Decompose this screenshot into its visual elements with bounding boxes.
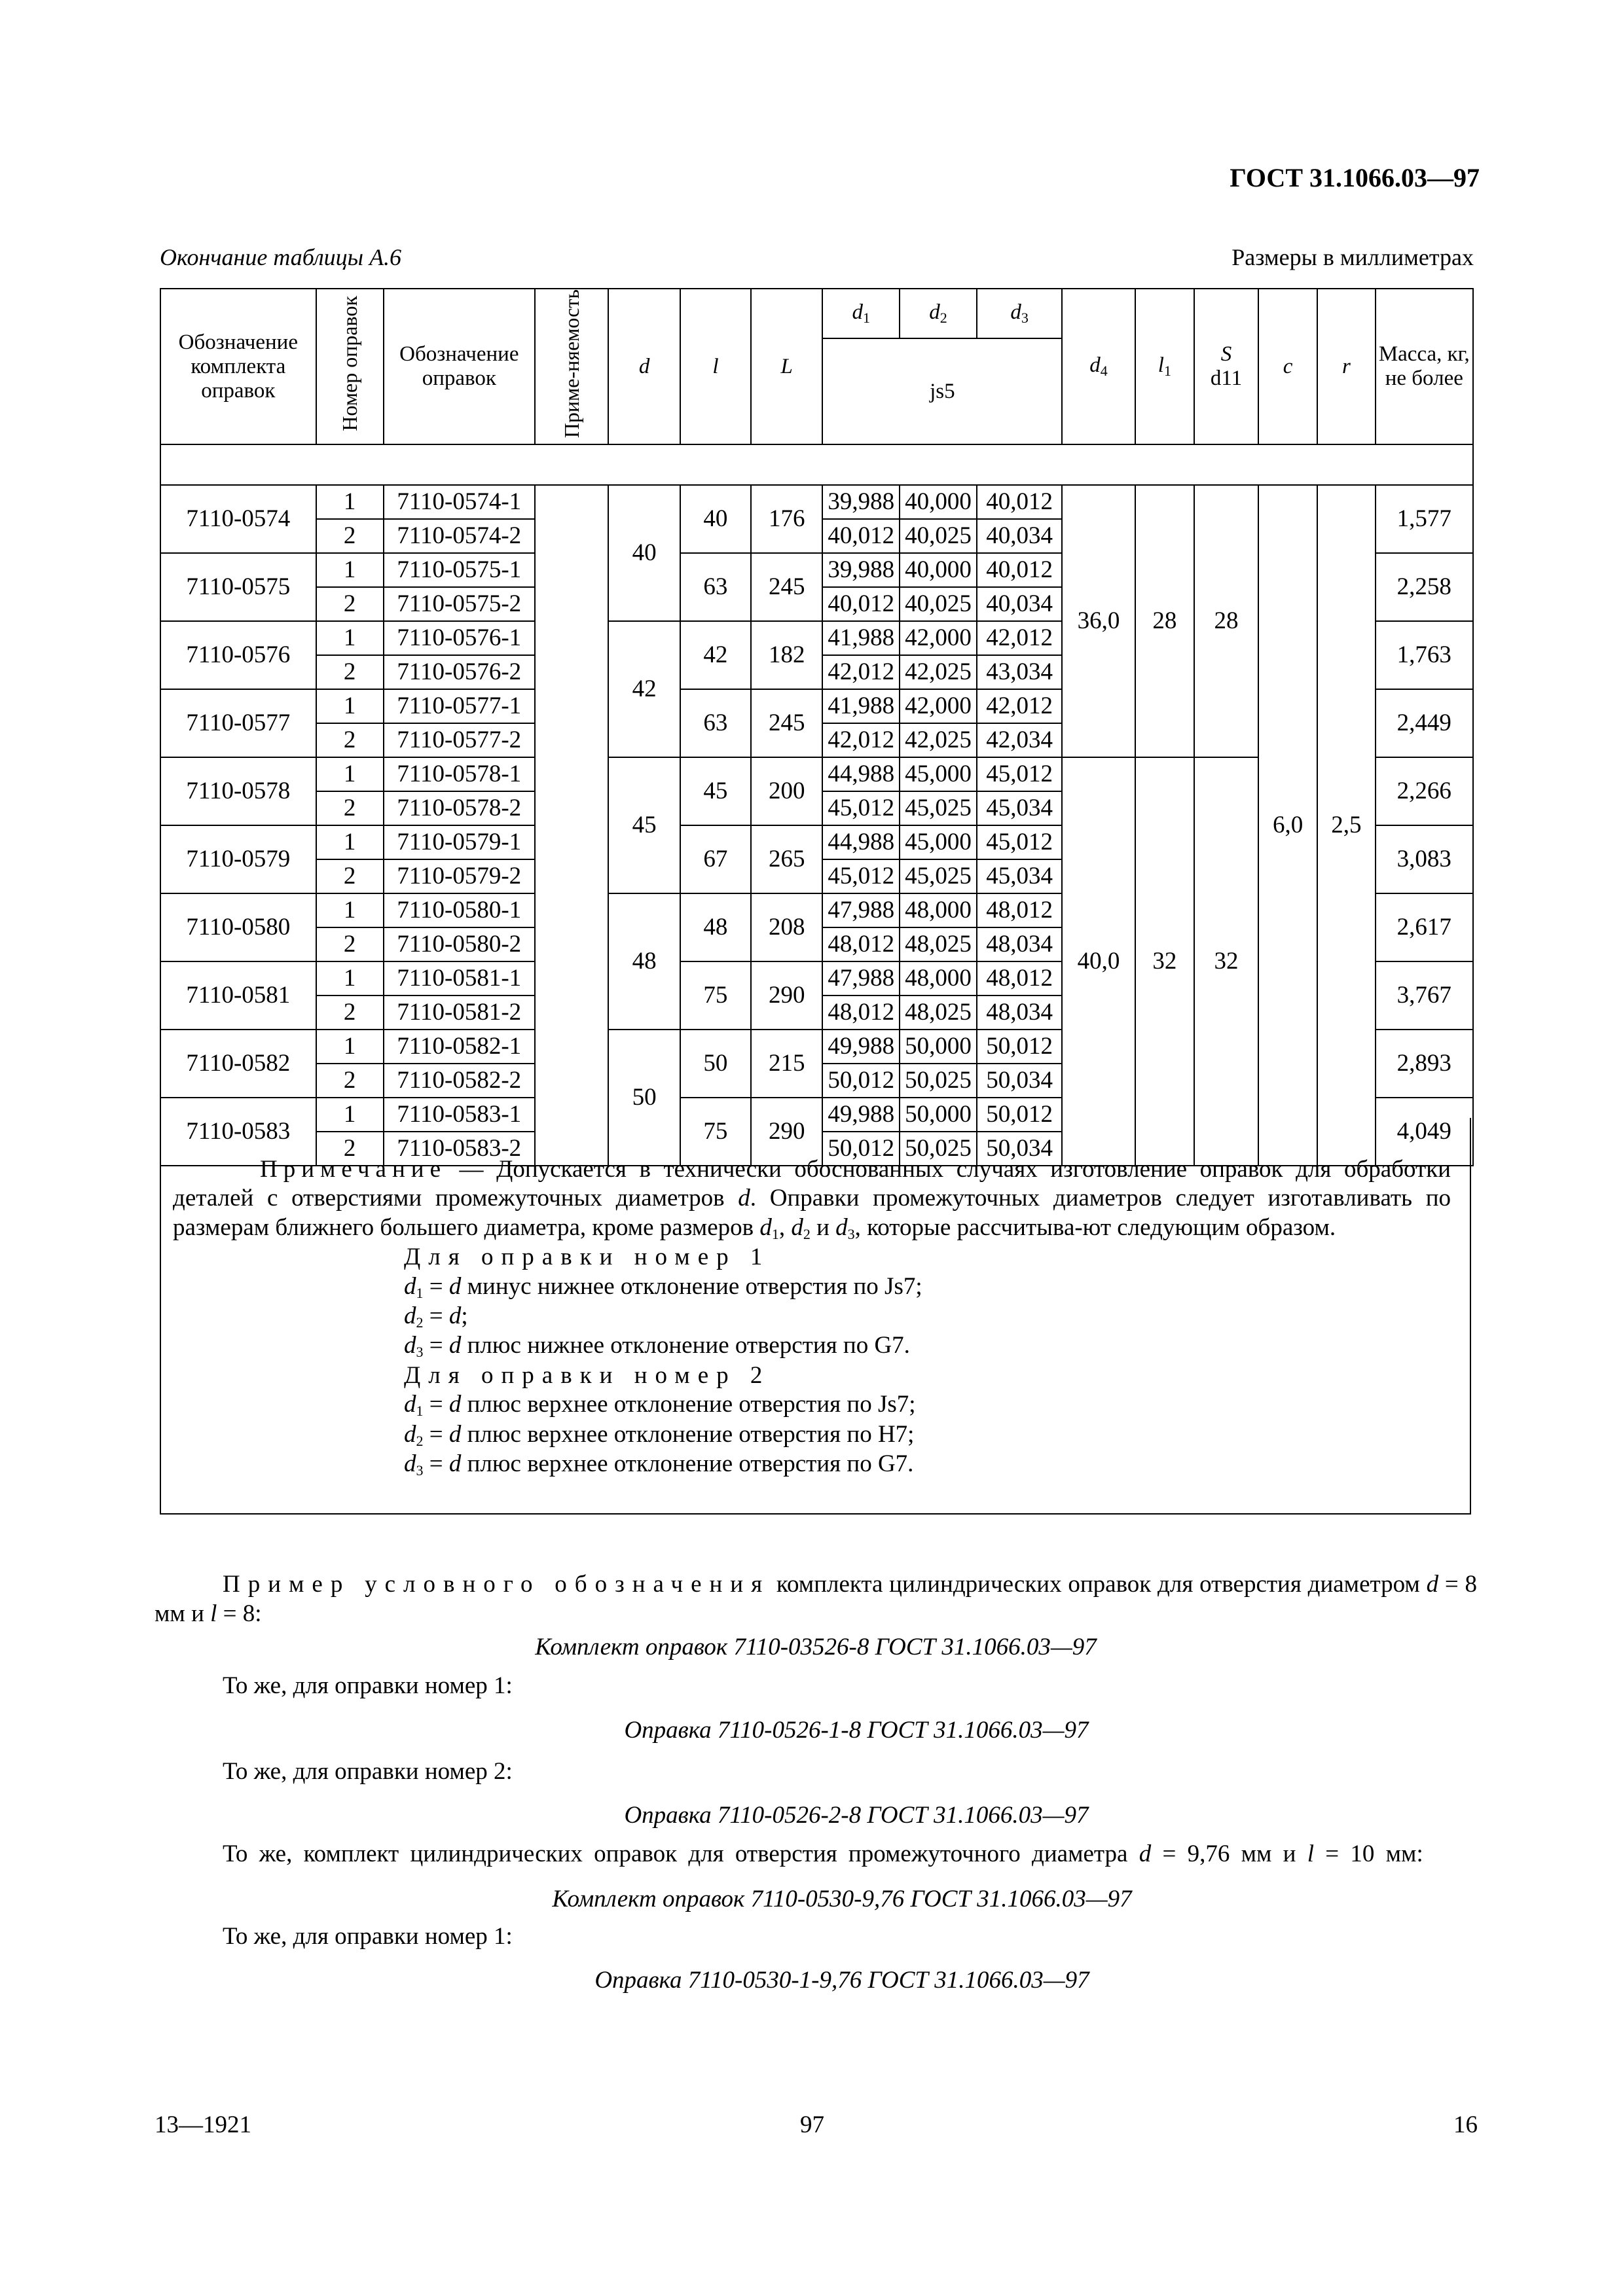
header-js5: js5 xyxy=(822,338,1062,444)
d3-value: 50,034 xyxy=(977,1064,1062,1098)
d-value: 45 xyxy=(608,757,680,893)
note-d1-sub: 1 xyxy=(771,1225,779,1242)
footer-right: 16 xyxy=(1453,2111,1478,2138)
d3-value: 45,012 xyxy=(977,757,1062,791)
mandrel-designation: 7110-0576-1 xyxy=(384,621,535,655)
example-formula-5: Оправка 7110-0530-1-9,76 ГОСТ 31.1066.03—97 xyxy=(594,1967,1089,1994)
page-number: 97 xyxy=(800,2111,824,2138)
d2-value: 48,000 xyxy=(900,893,977,927)
table-row xyxy=(160,485,1473,519)
mandrel-number: 1 xyxy=(316,1098,384,1132)
set-designation: 7110-0579 xyxy=(160,825,316,893)
d3-value: 45,012 xyxy=(977,825,1062,859)
mandrel-designation: 7110-0574-2 xyxy=(384,519,535,553)
d2-value: 50,000 xyxy=(900,1030,977,1064)
d3-value: 42,012 xyxy=(977,689,1062,723)
d3-value: 50,034 xyxy=(977,1132,1062,1166)
mandrel-designation: 7110-0580-2 xyxy=(384,927,535,961)
d3-value: 45,034 xyxy=(977,859,1062,893)
header-mandrel-number: Номер оправок xyxy=(316,289,384,444)
formula-line: $d_3 = d$ плюс верхнее отклонение отверстия по G7. xyxy=(404,1450,914,1479)
d1-value: 47,988 xyxy=(822,961,900,996)
table-caption: Окончание таблицы А.6 xyxy=(160,244,402,270)
mandrel-designation: 7110-0581-1 xyxy=(384,961,535,996)
mandrel-number: 2 xyxy=(316,519,384,553)
l-value: 50 xyxy=(680,1030,751,1098)
header-applicability: Приме-няемость xyxy=(535,289,608,444)
l-value: 48 xyxy=(680,893,751,961)
d2-value: 50,025 xyxy=(900,1064,977,1098)
mandrel-designation: 7110-0583-2 xyxy=(384,1132,535,1166)
example-d-val: = 8 мм и xyxy=(155,1571,1477,1628)
S-value: 28 xyxy=(1194,485,1258,757)
d2-value: 40,025 xyxy=(900,519,977,553)
mandrel-number: 2 xyxy=(316,791,384,825)
header-d2: $d_2$ xyxy=(900,289,977,338)
L-value: 176 xyxy=(751,485,822,553)
mass-value: 2,449 xyxy=(1376,689,1473,757)
note-comma: , xyxy=(778,1213,792,1241)
d2-value: 48,025 xyxy=(900,927,977,961)
mandrel-number: 2 xyxy=(316,859,384,893)
note-d3: d xyxy=(835,1213,848,1241)
mandrel-designation: 7110-0577-2 xyxy=(384,723,535,757)
mandrel-designation: 7110-0578-1 xyxy=(384,757,535,791)
footer-left: 13—1921 xyxy=(155,2111,251,2138)
d1-value: 41,988 xyxy=(822,621,900,655)
d2-value: 50,025 xyxy=(900,1132,977,1166)
L-value: 290 xyxy=(751,961,822,1030)
mandrel-designation: 7110-0577-1 xyxy=(384,689,535,723)
mandrel-designation: 7110-0574-1 xyxy=(384,485,535,519)
example-formula-4: Комплект оправок 7110-0530-9,76 ГОСТ 31.1066.03—97 xyxy=(552,1886,1132,1912)
mass-value: 3,083 xyxy=(1376,825,1473,893)
set-designation: 7110-0577 xyxy=(160,689,316,757)
d3-value: 48,034 xyxy=(977,996,1062,1030)
formula-line: $d_2 = d$; xyxy=(404,1302,468,1331)
mass-value: 1,763 xyxy=(1376,621,1473,689)
L-value: 200 xyxy=(751,757,822,825)
l1-value: 28 xyxy=(1135,485,1194,757)
set-designation: 7110-0576 xyxy=(160,621,316,689)
mandrel-designation: 7110-0580-1 xyxy=(384,893,535,927)
l-value: 42 xyxy=(680,621,751,689)
mass-value: 4,049 xyxy=(1376,1098,1473,1166)
set-designation: 7110-0575 xyxy=(160,553,316,621)
header-L: L xyxy=(751,289,822,444)
d3-value: 45,034 xyxy=(977,791,1062,825)
header-l: l xyxy=(680,289,751,444)
note-d1: d xyxy=(759,1213,772,1241)
note-d2-sub: 2 xyxy=(803,1225,811,1242)
L-value: 290 xyxy=(751,1098,822,1166)
mandrel-number: 1 xyxy=(316,485,384,519)
mandrel-designation: 7110-0579-2 xyxy=(384,859,535,893)
d-value: 42 xyxy=(608,621,680,757)
d2-value: 42,000 xyxy=(900,689,977,723)
note-text-2: . Оправки промежуточных диаметров следует изготавливать по размерам ближнего большего диаметра, кроме размеров xyxy=(173,1185,1451,1241)
d1-value: 39,988 xyxy=(822,553,900,587)
example-text-1: комплекта цилиндрических оправок для отверстия диаметром xyxy=(770,1571,1427,1598)
d2-value: 40,000 xyxy=(900,485,977,519)
d1-value: 40,012 xyxy=(822,587,900,621)
l-value: 75 xyxy=(680,961,751,1030)
header-d4: $d_4$ xyxy=(1062,289,1135,444)
l-value: 67 xyxy=(680,825,751,893)
d3-value: 48,012 xyxy=(977,961,1062,996)
formula-line: $d_1 = d$ плюс верхнее отклонение отверстия по Js7; xyxy=(404,1391,916,1420)
d3-value: 40,034 xyxy=(977,519,1062,553)
mandrel-number: 1 xyxy=(316,757,384,791)
d3-value: 48,034 xyxy=(977,927,1062,961)
mandrel-designation: 7110-0575-2 xyxy=(384,587,535,621)
L-value: 265 xyxy=(751,825,822,893)
header-c: c xyxy=(1258,289,1317,444)
d2-value: 45,000 xyxy=(900,757,977,791)
example-l-var: l xyxy=(210,1600,217,1628)
L-value: 245 xyxy=(751,689,822,757)
header-d3: $d_3$ xyxy=(977,289,1062,338)
set-designation: 7110-0574 xyxy=(160,485,316,553)
d3-value: 42,034 xyxy=(977,723,1062,757)
mandrel-number: 1 xyxy=(316,689,384,723)
L-value: 215 xyxy=(751,1030,822,1098)
d2-value: 42,025 xyxy=(900,655,977,689)
note-dash: — xyxy=(447,1156,497,1183)
d2-value: 42,000 xyxy=(900,621,977,655)
header-S: S d11 xyxy=(1194,289,1258,444)
L-value: 182 xyxy=(751,621,822,689)
d1-value: 48,012 xyxy=(822,927,900,961)
mass-value: 3,767 xyxy=(1376,961,1473,1030)
note-text-1: Допускается в технически обоснованных случаях изготовление оправок для обработки деталей с отверстиями промежуточных диаметров xyxy=(173,1156,1451,1212)
example-text-2: То же, для оправки номер 1: xyxy=(223,1672,513,1700)
mandrel-designation: 7110-0582-1 xyxy=(384,1030,535,1064)
mass-value: 2,258 xyxy=(1376,553,1473,621)
l1-value: 32 xyxy=(1135,757,1194,1166)
d1-value: 50,012 xyxy=(822,1132,900,1166)
d2-value: 45,000 xyxy=(900,825,977,859)
mass-value: 2,893 xyxy=(1376,1030,1473,1098)
document-header: ГОСТ 31.1066.03—97 xyxy=(1230,163,1480,192)
r-value: 2,5 xyxy=(1317,485,1375,1166)
note-var-d: d xyxy=(738,1185,750,1212)
mandrel-number: 1 xyxy=(316,961,384,996)
d3-value: 40,012 xyxy=(977,485,1062,519)
mandrel-number: 2 xyxy=(316,655,384,689)
example-formula-2: Оправка 7110-0526-1-8 ГОСТ 31.1066.03—97 xyxy=(624,1716,1089,1744)
formula-line: $d_2 = d$ плюс верхнее отклонение отверстия по H7; xyxy=(404,1420,915,1449)
mandrel2-formulas xyxy=(160,1390,1469,1479)
example-section xyxy=(155,1570,1477,1995)
formula-line: $d_3 = d$ плюс нижнее отклонение отверстия по G7. xyxy=(404,1332,910,1361)
mandrel-designation: 7110-0579-1 xyxy=(384,825,535,859)
mandrel-number: 1 xyxy=(316,893,384,927)
set-designation: 7110-0580 xyxy=(160,893,316,961)
mandrel-designation: 7110-0578-2 xyxy=(384,791,535,825)
mandrel-table xyxy=(160,288,1474,1166)
header-set-designation: Обозначение комплекта оправок xyxy=(160,289,316,444)
set-designation: 7110-0581 xyxy=(160,961,316,1030)
note-d3-sub: 3 xyxy=(847,1225,855,1242)
header-mandrel-designation: Обозначение оправок xyxy=(384,289,535,444)
d1-value: 45,012 xyxy=(822,859,900,893)
example-formula-3: Оправка 7110-0526-2-8 ГОСТ 31.1066.03—97 xyxy=(624,1801,1089,1829)
d2-value: 40,000 xyxy=(900,553,977,587)
mandrel-number: 1 xyxy=(316,1030,384,1064)
header-d1: $d_1$ xyxy=(822,289,900,338)
l-value: 75 xyxy=(680,1098,751,1166)
d1-value: 45,012 xyxy=(822,791,900,825)
example-text-3: То же, для оправки номер 2: xyxy=(223,1757,513,1785)
header-r: r xyxy=(1317,289,1375,444)
mandrel2-title: Для оправки номер 2 xyxy=(404,1361,771,1389)
mandrel-number: 1 xyxy=(316,825,384,859)
header-l1: $l_1$ xyxy=(1135,289,1194,444)
d1-value: 50,012 xyxy=(822,1064,900,1098)
note-label: Примечание xyxy=(260,1156,447,1183)
mandrel-number: 2 xyxy=(316,1064,384,1098)
d3-value: 43,034 xyxy=(977,655,1062,689)
l-value: 45 xyxy=(680,757,751,825)
S-value: 32 xyxy=(1194,757,1258,1166)
mandrel-number: 2 xyxy=(316,723,384,757)
d3-value: 42,012 xyxy=(977,621,1062,655)
header-d: d xyxy=(608,289,680,444)
example-d-var: d xyxy=(1426,1571,1439,1598)
d3-value: 50,012 xyxy=(977,1098,1062,1132)
d1-value: 42,012 xyxy=(822,655,900,689)
d-value: 48 xyxy=(608,893,680,1030)
mandrel-number: 2 xyxy=(316,587,384,621)
mass-value: 2,266 xyxy=(1376,757,1473,825)
c-value: 6,0 xyxy=(1258,485,1317,1166)
mandrel-number: 2 xyxy=(316,927,384,961)
d3-value: 50,012 xyxy=(977,1030,1062,1064)
mandrel-designation: 7110-0583-1 xyxy=(384,1098,535,1132)
d2-value: 48,025 xyxy=(900,996,977,1030)
d2-value: 45,025 xyxy=(900,791,977,825)
example-text-5: То же, для оправки номер 1: xyxy=(223,1923,513,1950)
d1-value: 44,988 xyxy=(822,825,900,859)
note-text-3: , которые рассчитыва-ют следующим образом. xyxy=(854,1213,1336,1241)
d-value: 40 xyxy=(608,485,680,621)
mass-value: 1,577 xyxy=(1376,485,1473,553)
d1-value: 47,988 xyxy=(822,893,900,927)
d2-value: 50,000 xyxy=(900,1098,977,1132)
d1-value: 49,988 xyxy=(822,1030,900,1064)
mandrel-number: 2 xyxy=(316,996,384,1030)
set-designation: 7110-0578 xyxy=(160,757,316,825)
mandrel-designation: 7110-0575-1 xyxy=(384,553,535,587)
example-l-val: = 8: xyxy=(217,1600,262,1628)
d1-value: 49,988 xyxy=(822,1098,900,1132)
mandrel-designation: 7110-0582-2 xyxy=(384,1064,535,1098)
header-mass: Масса, кг, не более xyxy=(1376,289,1473,444)
d4-value: 36,0 xyxy=(1062,485,1135,757)
table-note xyxy=(160,1155,1469,1479)
mandrel-number: 2 xyxy=(316,1132,384,1166)
l-value: 40 xyxy=(680,485,751,553)
note-and: и xyxy=(810,1213,836,1241)
l-value: 63 xyxy=(680,553,751,621)
d2-value: 45,025 xyxy=(900,859,977,893)
d1-value: 40,012 xyxy=(822,519,900,553)
mandrel1-title: Для оправки номер 1 xyxy=(404,1244,771,1271)
d-value: 50 xyxy=(608,1030,680,1166)
d3-value: 40,012 xyxy=(977,553,1062,587)
d1-value: 44,988 xyxy=(822,757,900,791)
applicability-cell xyxy=(535,485,608,1166)
l-value: 63 xyxy=(680,689,751,757)
set-designation: 7110-0582 xyxy=(160,1030,316,1098)
mandrel-number: 1 xyxy=(316,621,384,655)
example-formula-1: Комплект оправок 7110-03526-8 ГОСТ 31.1066.03—97 xyxy=(535,1634,1097,1661)
d1-value: 41,988 xyxy=(822,689,900,723)
example-label: Пример условного обозначения xyxy=(223,1571,771,1598)
d4-value: 40,0 xyxy=(1062,757,1135,1166)
d2-value: 42,025 xyxy=(900,723,977,757)
mandrel1-formulas xyxy=(160,1272,1469,1361)
L-value: 208 xyxy=(751,893,822,961)
mandrel-designation: 7110-0581-2 xyxy=(384,996,535,1030)
note-d2: d xyxy=(791,1213,803,1241)
mass-value: 2,617 xyxy=(1376,893,1473,961)
d1-value: 48,012 xyxy=(822,996,900,1030)
d2-value: 48,000 xyxy=(900,961,977,996)
L-value: 245 xyxy=(751,553,822,621)
mandrel-designation: 7110-0576-2 xyxy=(384,655,535,689)
d2-value: 40,025 xyxy=(900,587,977,621)
mandrel-number: 1 xyxy=(316,553,384,587)
d1-value: 39,988 xyxy=(822,485,900,519)
d3-value: 40,034 xyxy=(977,587,1062,621)
example-text-4: То же, комплект цилиндрических оправок для отверстия промежуточного диаметра d = 9,76 мм и l = 10 мм: xyxy=(223,1840,1423,1867)
units-caption: Размеры в миллиметрах xyxy=(1231,244,1474,270)
example-intro xyxy=(155,1570,1477,1628)
set-designation: 7110-0583 xyxy=(160,1098,316,1166)
formula-line: $d_1 = d$ минус нижнее отклонение отверстия по Js7; xyxy=(404,1272,922,1301)
d3-value: 48,012 xyxy=(977,893,1062,927)
d1-value: 42,012 xyxy=(822,723,900,757)
